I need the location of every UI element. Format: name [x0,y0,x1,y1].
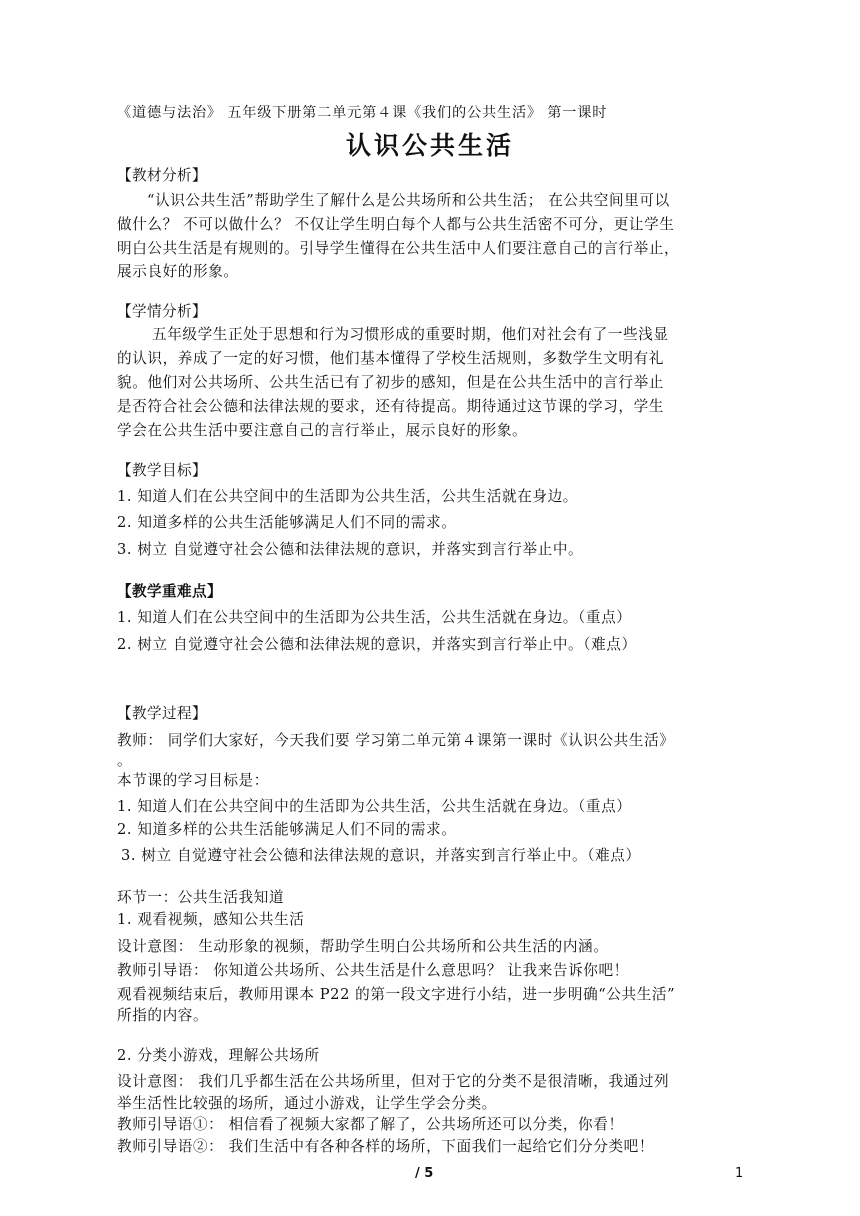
section-heading-process: 【教学过程】 [117,705,207,722]
section-heading-key-points: 【教学重难点】 [117,583,222,600]
process-line: 教师引导语： 你知道公共场所、公共生活是什么意思吗？ 让我来告诉你吧！ [117,962,629,979]
process-line: 教师引导语①： 相信看了视频大家都了解了，公共场所还可以分类，你看！ [117,1116,624,1133]
textbook-analysis-line: 做什么？ 不可以做什么？ 不仅让学生明白每个人都与公共生活密不可分，更让学生 [117,216,675,233]
learner-analysis-line: 是否符合社会公德和法律法规的要求，还有待提高。期待通过这节课的学习，学生 [117,398,664,415]
page-title: 认识公共生活 [345,131,514,160]
teaching-goal-item: 1. 知道人们在公共空间中的生活即为公共生活，公共生活就在身边。 [117,488,578,505]
textbook-analysis-line: 展示良好的形象。 [117,263,239,280]
key-point-item: 2. 树立 自觉遵守社会公德和法律法规的意识，并落实到言行举止中。（难点） [117,636,637,653]
process-line: 举生活性比较强的场所，通过小游戏，让学生学会分类。 [117,1095,497,1112]
learner-analysis-line: 学会在公共生活中要注意自己的言行举止，展示良好的形象。 [117,422,528,439]
process-line: 环节一：公共生活我知道 [117,889,285,906]
learner-analysis-line: 貌。他们对公共场所、公共生活已有了初步的感知，但是在公共生活中的言行举止 [117,374,664,391]
page-count: / 5 [415,1166,434,1181]
teaching-goal-item: 2. 知道多样的公共生活能够满足人们不同的需求。 [117,514,457,531]
page-number: 1 [735,1166,744,1181]
section-heading-teaching-goals: 【教学目标】 [117,462,207,479]
learner-analysis-line: 的认识，养成了一定的好习惯，他们基本懂得了学校生活规则，多数学生文明有礼 [117,350,664,367]
process-line: 教师引导语②： 我们生活中有各种各样的场所，下面我们一起给它们分分类吧！ [117,1138,655,1155]
process-line: 。 [117,752,133,769]
process-line: 1. 知道人们在公共空间中的生活即为公共生活，公共生活就在身边。（重点） [117,798,632,815]
textbook-analysis-line: “认识公共生活”帮助学生了解什么是公共场所和公共生活； 在公共空间里可以 [147,192,670,209]
process-line: 设计意图： 我们几乎都生活在公共场所里，但对于它的分类不是很清晰，我通过列 [117,1073,670,1090]
process-line: 2. 分类小游戏，理解公共场所 [117,1047,320,1064]
process-line: 观看视频结束后，教师用课本 P22 的第一段文字进行小结，进一步明确“公共生活” [117,986,676,1003]
process-line: 2. 知道多样的公共生活能够满足人们不同的需求。 [117,821,457,838]
process-line: 本节课的学习目标是： [117,772,269,789]
process-line: 1. 观看视频，感知公共生活 [117,911,305,928]
key-point-item: 1. 知道人们在公共空间中的生活即为公共生活，公共生活就在身边。（重点） [117,609,632,626]
process-line: 教师： 同学们大家好，今天我们要 学习第二单元第４课第一课时《认识公共生活》 [117,732,675,749]
section-heading-learner-analysis: 【学情分析】 [117,303,207,320]
process-line: 设计意图： 生动形象的视频，帮助学生明白公共场所和公共生活的内涵。 [117,938,609,955]
section-heading-textbook-analysis: 【教材分析】 [117,167,207,184]
process-line: 3. 树立 自觉遵守社会公德和法律法规的意识，并落实到言行举止中。（难点） [121,847,641,864]
teaching-goal-item: 3. 树立 自觉遵守社会公德和法律法规的意识，并落实到言行举止中。 [117,541,584,558]
course-subtitle: 《道德与法治》 五年级下册第二单元第４课《我们的公共生活》 第一课时 [117,105,608,121]
textbook-analysis-line: 明白公共生活是有规则的。引导学生懂得在公共生活中人们要注意自己的言行举止， [117,240,680,257]
process-line: 所指的内容。 [117,1007,209,1024]
learner-analysis-line: 五年级学生正处于思想和行为习惯形成的重要时期，他们对社会有了一些浅显 [152,326,669,343]
